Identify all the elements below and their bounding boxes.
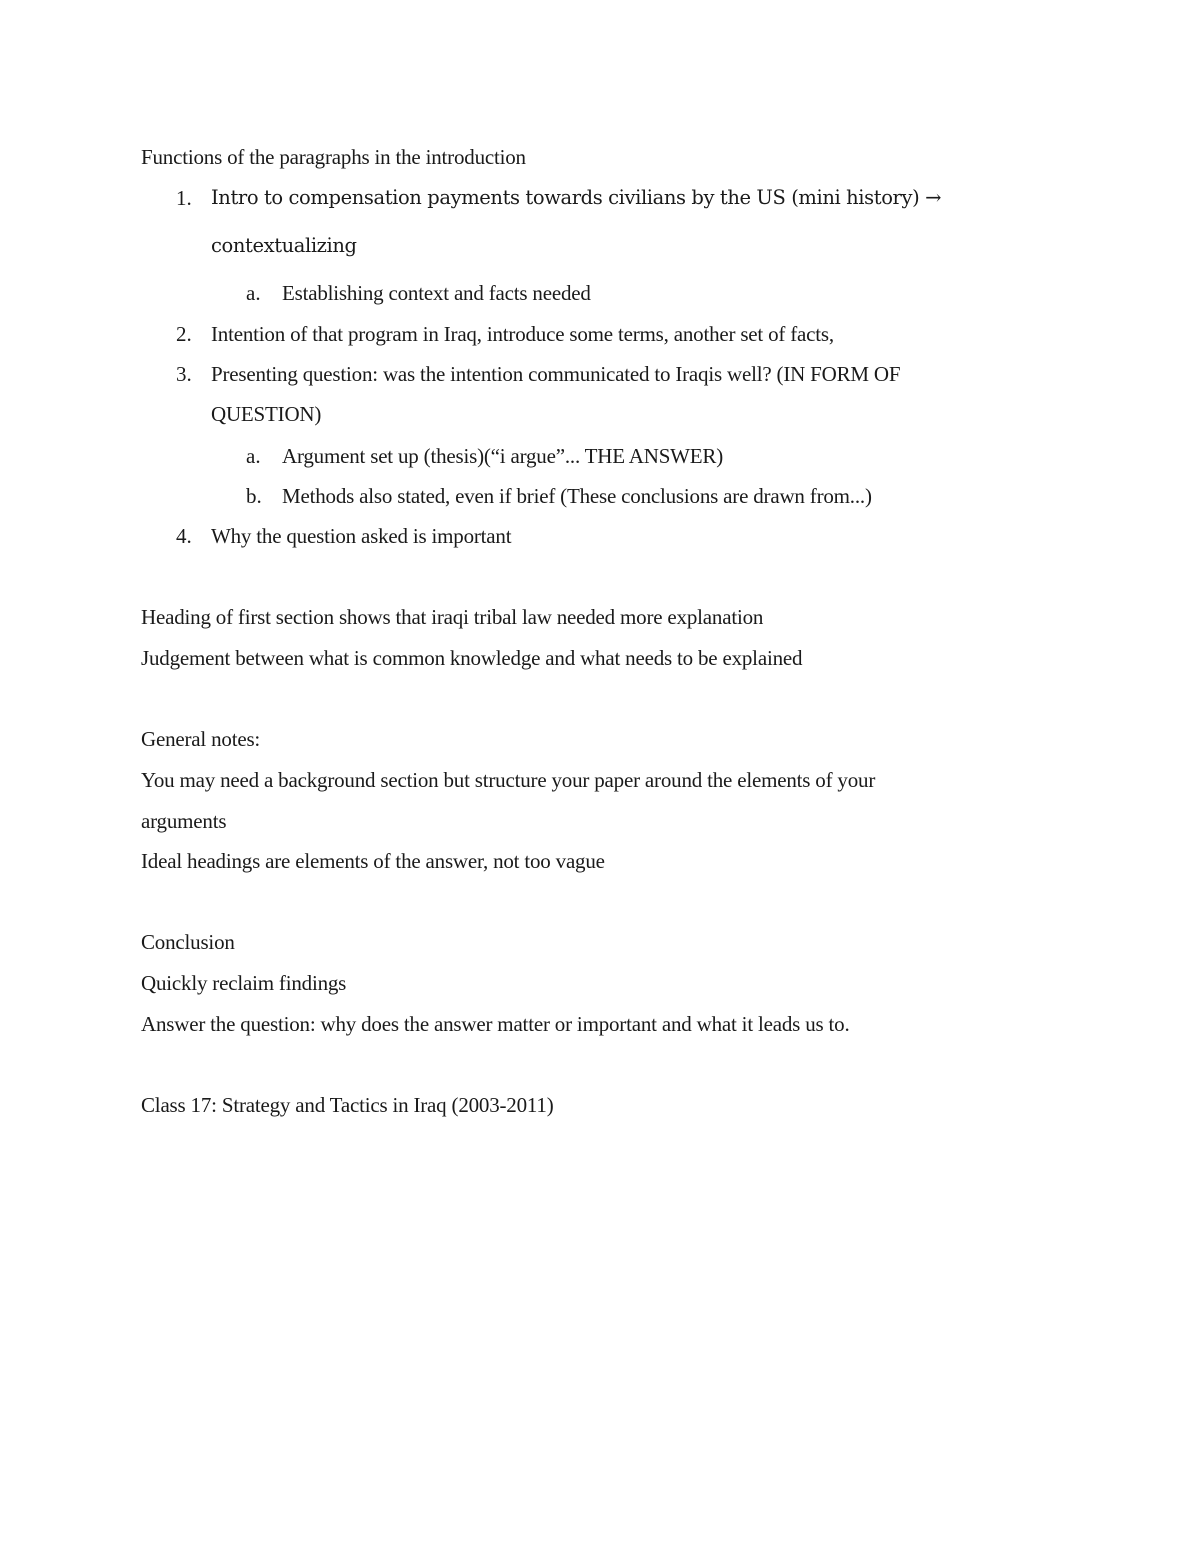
conclusion-title: Conclusion [141,930,235,954]
general-note-line-3: Ideal headings are elements of the answer, not too vague [141,849,605,873]
conclusion-line-2: Answer the question: why does the answer matter or important and what it leads us to. [141,1012,850,1036]
list-marker-4: 4. [176,524,192,548]
class-title: Class 17: Strategy and Tactics in Iraq (2003-2011) [141,1093,554,1117]
sublist-item-3b: Methods also stated, even if brief (These conclusions are drawn from...) [282,484,872,508]
sublist-item-1a: Establishing context and facts needed [282,281,591,305]
list-marker-2: 2. [176,322,192,346]
list-item-1-line2: contextualizing [211,234,357,257]
general-notes-title: General notes: [141,727,261,751]
list-item-2: Intention of that program in Iraq, introduce some terms, another set of facts, [211,322,834,346]
list-marker-1: 1. [176,186,192,210]
sublist-marker-1a: a. [246,281,261,305]
sublist-item-3a: Argument set up (thesis)(“i argue”... THE ANSWER) [282,444,724,468]
sublist-marker-3a: a. [246,444,261,468]
section-note-2: Judgement between what is common knowledge and what needs to be explained [141,646,803,670]
general-note-line-2: arguments [141,809,227,833]
section-note-1: Heading of first section shows that iraqi tribal law needed more explanation [141,605,764,629]
list-item-1-line1: Intro to compensation payments towards civilians by the US (mini history) → [211,186,942,209]
document-heading: Functions of the paragraphs in the introduction [141,145,526,169]
list-item-4: Why the question asked is important [211,524,512,548]
list-marker-3: 3. [176,362,192,386]
conclusion-line-1: Quickly reclaim findings [141,971,347,995]
general-note-line-1: You may need a background section but structure your paper around the elements of your [141,768,876,792]
list-item-3-line1: Presenting question: was the intention communicated to Iraqis well? (IN FORM OF [211,362,901,386]
list-item-3-line2: QUESTION) [211,402,322,426]
sublist-marker-3b: b. [246,484,262,508]
